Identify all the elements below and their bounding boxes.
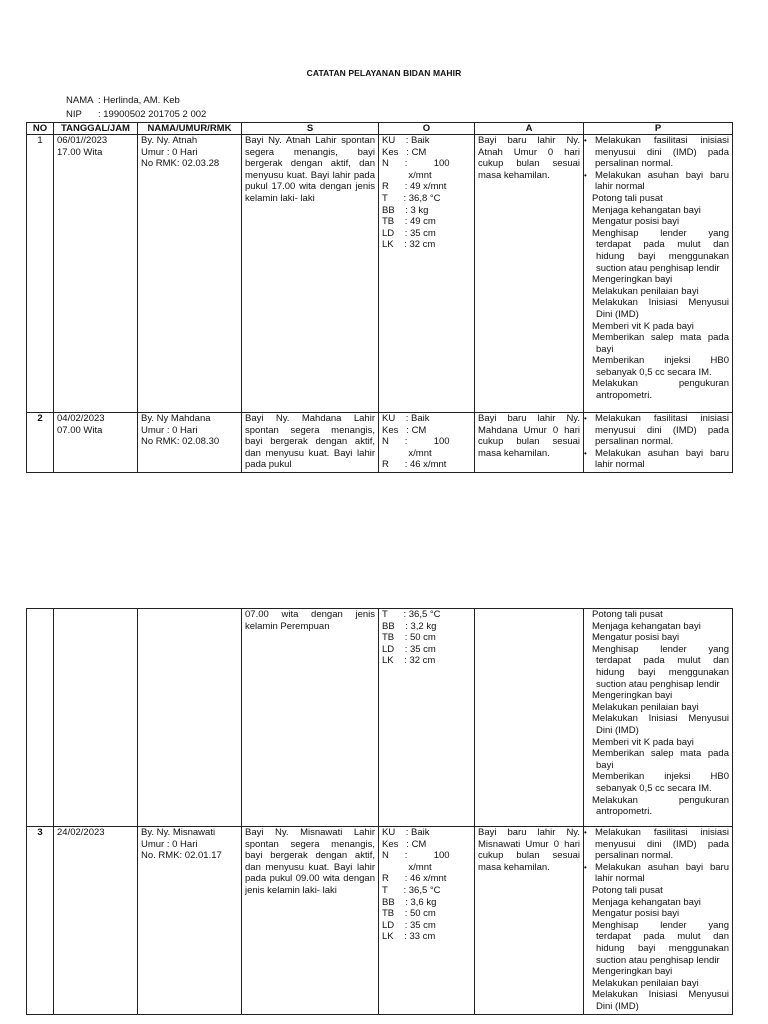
record-nama: [138, 827, 242, 1015]
o-n-unit: x/mnt: [382, 169, 432, 181]
table-header-row: [27, 123, 733, 135]
plan-item: Memberikan salep mata pada: [592, 332, 729, 344]
o-ld: LD : 35 cm: [382, 643, 436, 655]
plan-item-cont: hidung bayi menggunakan: [596, 666, 729, 678]
patient-age: Umur : 0 Hari: [141, 424, 198, 436]
plan-item: Mengatur posisi bayi: [592, 632, 680, 644]
record-objective: [379, 135, 475, 413]
record-plan: [584, 413, 733, 473]
plan-item: Potong tali pusat: [592, 609, 663, 620]
record-plan: [584, 827, 733, 1015]
plan-item-cont: terdapat pada mulut dan: [596, 655, 729, 667]
o-r: R : 49 x/mnt: [382, 181, 447, 193]
plan-item-cont: Dini (IMD): [596, 724, 639, 736]
plan-item: Memberi vit K pada bayi: [592, 320, 694, 332]
plan-item: Mengatur posisi bayi: [592, 908, 680, 920]
plan-item: Mengeringkan bayi: [592, 274, 673, 286]
record-plan: [584, 135, 733, 413]
patient-name: By. Ny. Misnawati: [141, 827, 216, 838]
plan-item: Mengatur posisi bayi: [592, 216, 680, 228]
plan-item: Mengeringkan bayi: [592, 966, 673, 978]
patient-rmk: No RMK: 02.03.28: [141, 158, 220, 170]
o-ld: LD : 35 cm: [382, 919, 436, 931]
plan-item: Menghisap lender yang: [592, 227, 729, 239]
record-assessment: [475, 609, 584, 827]
o-tb: TB : 50 cm: [382, 632, 436, 644]
o-n: N : 100: [382, 158, 450, 170]
record-nama: [138, 135, 242, 413]
o-ku: KU : Baik: [382, 135, 430, 146]
patient-age: Umur : 0 Hari: [141, 146, 198, 158]
plan-item-cont: antropometri.: [596, 390, 652, 402]
plan-item: Potong tali pusat: [592, 884, 663, 896]
o-lk: LK : 32 cm: [382, 655, 436, 667]
record-no: 3: [27, 827, 54, 1015]
plan-item: Memberikan injeksi HB0: [592, 355, 729, 367]
plan-item: Memberi vit K pada bayi: [592, 736, 694, 748]
plan-item: Memberikan injeksi HB0: [592, 771, 729, 783]
patient-name: By. Ny. Atnah: [141, 135, 198, 146]
header-tanggal: TANGGAL/JAM: [54, 123, 138, 135]
nama-value: : Herlinda, AM. Keb: [98, 95, 180, 106]
tanggal-date: 06/01//2023: [57, 135, 108, 146]
o-kes: Kes : CM: [382, 838, 427, 850]
patient-age: Umur : 0 Hari: [141, 838, 198, 850]
o-tb: TB : 50 cm: [382, 908, 436, 920]
record-objective: [379, 413, 475, 473]
plan-item: • Melakukan fasilitasi inisiasi menyusui dini (IMD) pada persalinan normal.: [587, 413, 729, 448]
o-r: R : 46 x/mnt: [382, 873, 447, 885]
plan-item-cont: bayi: [596, 759, 614, 771]
plan-item-cont: suction atau penghisap lendir: [596, 954, 720, 966]
plan-item: • Melakukan fasilitasi inisiasi menyusui dini (IMD) pada persalinan normal.: [587, 135, 729, 170]
nip-label: NIP: [66, 109, 82, 120]
table-row: [27, 827, 733, 1015]
plan-item: • Melakukan asuhan bayi baru lahir normal: [587, 448, 729, 471]
plan-item: • Melakukan asuhan bayi baru lahir normal: [587, 862, 729, 885]
header-o: O: [379, 123, 475, 135]
plan-item: • Melakukan asuhan bayi baru lahir normal: [587, 170, 729, 193]
plan-item: Menghisap lender yang: [592, 643, 729, 655]
plan-item: Menjaga kehangatan bayi: [592, 204, 701, 216]
record-objective: [379, 609, 475, 827]
o-tb: TB : 49 cm: [382, 216, 436, 228]
page-title: CATATAN PELAYANAN BIDAN MAHIR: [306, 68, 462, 78]
plan-item-cont: Dini (IMD): [596, 1000, 639, 1012]
plan-item-cont: bayi: [596, 343, 614, 355]
o-r: R : 46 x/mnt: [382, 459, 447, 471]
nip-value: : 19900502 201705 2 002: [98, 109, 207, 120]
plan-item: Menghisap lender yang: [592, 919, 729, 931]
tanggal-date: 24/02/2023: [57, 827, 105, 838]
header-no: NO: [27, 123, 54, 135]
plan-item: Menjaga kehangatan bayi: [592, 896, 701, 908]
plan-item-cont: hidung bayi menggunakan: [596, 942, 729, 954]
plan-item-cont: sebanyak 0,5 cc secara IM.: [596, 782, 712, 794]
record-tanggal: [54, 413, 138, 473]
o-ld: LD : 35 cm: [382, 227, 436, 239]
plan-item: Melakukan Inisiasi Menyusui: [592, 989, 729, 1001]
header-a: A: [475, 123, 584, 135]
record-no: 2: [27, 413, 54, 473]
tanggal-time: 07.00 Wita: [57, 424, 103, 436]
o-kes: Kes : CM: [382, 146, 427, 158]
o-n: N : 100: [382, 850, 450, 862]
o-bb: BB : 3,6 kg: [382, 896, 437, 908]
record-assessment: Bayi baru lahir Ny. Misnawati Umur 0 hari cukup bulan sesuai masa kehamilan.: [475, 827, 584, 1015]
o-lk: LK : 32 cm: [382, 239, 436, 251]
o-t: T : 36,8 °C: [382, 192, 441, 204]
o-lk: LK : 33 cm: [382, 931, 436, 943]
patient-name: By. Ny Mahdana: [141, 413, 211, 424]
plan-item: Melakukan Inisiasi Menyusui: [592, 297, 729, 309]
nip-line: [66, 109, 206, 120]
plan-item-cont: suction atau penghisap lendir: [596, 678, 720, 690]
plan-item: Menjaga kehangatan bayi: [592, 620, 701, 632]
o-t: T : 36,5 °C: [382, 884, 441, 896]
header-s: S: [242, 123, 379, 135]
nama-label: NAMA: [66, 95, 94, 106]
plan-item: Potong tali pusat: [592, 192, 663, 204]
record-subjective: Bayi Ny. Misnawati Lahir spontan segera menangis, bayi bergerak dengan aktif, dan menyusu kuat. Bayi lahir pada pukul 09.00 wita dengan jenis kelamin laki- laki: [242, 827, 379, 1015]
o-bb: BB : 3,2 kg: [382, 620, 437, 632]
o-n: N : 100: [382, 436, 450, 448]
records-table-page-2: [26, 608, 733, 1015]
plan-item: Melakukan pengukuran: [592, 378, 729, 390]
plan-item: Melakukan Inisiasi Menyusui: [592, 713, 729, 725]
o-kes: Kes : CM: [382, 424, 427, 436]
tanggal-time: 17.00 Wita: [57, 146, 103, 158]
plan-item-cont: antropometri.: [596, 806, 652, 818]
record-tanggal: [54, 609, 138, 827]
table-row-continued: [27, 609, 733, 827]
plan-item: Melakukan penilaian bayi: [592, 285, 699, 297]
table-row: [27, 135, 733, 413]
record-no: [27, 609, 54, 827]
o-n-unit: x/mnt: [382, 861, 432, 873]
o-bb: BB : 3 kg: [382, 204, 429, 216]
header-nama: NAMA/UMUR/RMK: [138, 123, 242, 135]
plan-item: • Melakukan fasilitasi inisiasi menyusui dini (IMD) pada persalinan normal.: [587, 827, 729, 862]
plan-item: Melakukan penilaian bayi: [592, 977, 699, 989]
record-plan: [584, 609, 733, 827]
records-table-page-1: [26, 122, 733, 473]
o-n-unit: x/mnt: [382, 447, 432, 459]
plan-item-cont: sebanyak 0,5 cc secara IM.: [596, 366, 712, 378]
table-row: [27, 413, 733, 473]
tanggal-date: 04/02/2023: [57, 413, 105, 424]
record-subjective: Bayi Ny. Mahdana Lahir spontan segera menangis, bayi bergerak dengan aktif, dan menyusu kuat. Bayi lahir pada pukul: [242, 413, 379, 473]
record-nama: [138, 609, 242, 827]
record-no: 1: [27, 135, 54, 413]
record-tanggal: [54, 827, 138, 1015]
plan-item-cont: suction atau penghisap lendir: [596, 262, 720, 274]
plan-item-cont: terdapat pada mulut dan: [596, 931, 729, 943]
o-t: T : 36,5 °C: [382, 609, 441, 620]
plan-item: Memberikan salep mata pada: [592, 748, 729, 760]
plan-item: Mengeringkan bayi: [592, 690, 673, 702]
patient-rmk: No RMK: 02.08.30: [141, 436, 220, 448]
record-assessment: Bayi baru lahir Ny. Mahdana Umur 0 hari cukup bulan sesuai masa kehamilan.: [475, 413, 584, 473]
plan-item-cont: terdapat pada mulut dan: [596, 239, 729, 251]
o-ku: KU : Baik: [382, 413, 430, 424]
record-objective: [379, 827, 475, 1015]
nama-line: [66, 95, 180, 106]
o-ku: KU : Baik: [382, 827, 430, 838]
record-nama: [138, 413, 242, 473]
patient-rmk: No. RMK: 02.01.17: [141, 850, 222, 862]
plan-item: Melakukan pengukuran: [592, 794, 729, 806]
plan-item: Melakukan penilaian bayi: [592, 701, 699, 713]
header-p: P: [584, 123, 733, 135]
record-assessment: Bayi baru lahir Ny. Atnah Umur 0 hari cukup bulan sesuai masa kehamilan.: [475, 135, 584, 413]
record-subjective: Bayi Ny. Atnah Lahir spontan segera menangis, bayi bergerak dengan aktif, dan menyusu kuat. Bayi lahir pada pukul 17.00 wita dengan jenis kelamin laki- laki: [242, 135, 379, 413]
record-tanggal: [54, 135, 138, 413]
plan-item-cont: hidung bayi menggunakan: [596, 250, 729, 262]
plan-item-cont: Dini (IMD): [596, 308, 639, 320]
record-subjective: 07.00 wita dengan jenis kelamin Perempuan: [242, 609, 379, 827]
